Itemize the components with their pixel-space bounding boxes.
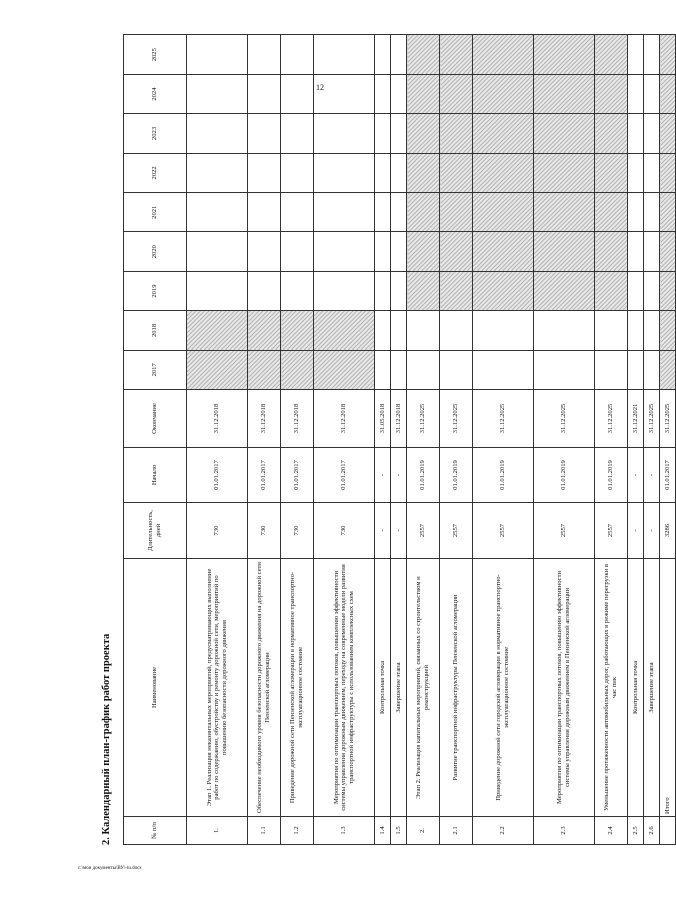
gantt-cell-2020 bbox=[375, 232, 391, 271]
gantt-cell-2022 bbox=[375, 153, 391, 192]
gantt-cell-2024 bbox=[440, 74, 473, 113]
cell-end: 31.12.2025 bbox=[660, 390, 676, 448]
gantt-cell-2022 bbox=[473, 153, 534, 192]
gantt-cell-2020 bbox=[660, 232, 676, 271]
cell-start: 01.01.2019 bbox=[595, 448, 628, 503]
gantt-cell-2019 bbox=[187, 271, 248, 310]
gantt-cell-2025 bbox=[644, 35, 660, 74]
cell-start: 01.01.2019 bbox=[534, 448, 595, 503]
cell-name: Уменьшение протяженности автомобильных дорог, работающих в режиме перегрузки в час пик bbox=[595, 559, 628, 817]
cell-end: 31.12.2025 bbox=[440, 390, 473, 448]
gantt-cell-2017 bbox=[391, 350, 407, 389]
cell-num: 1.5 bbox=[391, 817, 407, 845]
cell-duration: 2557 bbox=[534, 503, 595, 559]
schedule-table bbox=[123, 34, 676, 845]
gantt-cell-2024 bbox=[281, 74, 314, 113]
gantt-cell-2022 bbox=[248, 153, 281, 192]
rotated-page-content bbox=[97, 35, 671, 845]
gantt-cell-2018 bbox=[248, 311, 281, 350]
gantt-cell-2019 bbox=[644, 271, 660, 310]
gantt-cell-2022 bbox=[314, 153, 375, 192]
cell-end: 31.12.2025 bbox=[534, 390, 595, 448]
cell-duration: 2557 bbox=[440, 503, 473, 559]
cell-num: 1.1 bbox=[248, 817, 281, 845]
cell-start: 01.01.2017 bbox=[660, 448, 676, 503]
gantt-cell-2023 bbox=[187, 114, 248, 153]
file-path-footer: c:\мои документы\ВУ\-tu.docx bbox=[78, 866, 142, 871]
cell-end: 31.12.2018 bbox=[314, 390, 375, 448]
gantt-cell-2025 bbox=[595, 35, 628, 74]
gantt-cell-2018 bbox=[391, 311, 407, 350]
gantt-cell-2017 bbox=[660, 350, 676, 389]
gantt-cell-2017 bbox=[473, 350, 534, 389]
table-row bbox=[407, 35, 440, 845]
gantt-cell-2021 bbox=[440, 193, 473, 232]
gantt-cell-2025 bbox=[281, 35, 314, 74]
gantt-cell-2025 bbox=[248, 35, 281, 74]
gantt-cell-2018 bbox=[440, 311, 473, 350]
gantt-cell-2020 bbox=[473, 232, 534, 271]
cell-num: 1.2 bbox=[281, 817, 314, 845]
cell-name: Завершение этапа bbox=[391, 559, 407, 817]
cell-num: 2.5 bbox=[628, 817, 644, 845]
gantt-cell-2024 bbox=[644, 74, 660, 113]
header-year: 2021 bbox=[124, 193, 187, 232]
header-year: 2023 bbox=[124, 114, 187, 153]
cell-end: 31.12.2018 bbox=[391, 390, 407, 448]
gantt-cell-2018 bbox=[187, 311, 248, 350]
gantt-cell-2023 bbox=[644, 114, 660, 153]
gantt-cell-2017 bbox=[440, 350, 473, 389]
cell-start: 01.01.2017 bbox=[314, 448, 375, 503]
cell-num: 2.6 bbox=[644, 817, 660, 845]
gantt-cell-2019 bbox=[595, 271, 628, 310]
cell-duration: 730 bbox=[281, 503, 314, 559]
cell-start: 01.01.2019 bbox=[440, 448, 473, 503]
cell-name: Мероприятия по оптимизации транспортных потоков, повышению эффективности системы управления дорожным движением, переходу на современные модели развития транспортной инфраструктуры с использованием комплексных схем bbox=[314, 559, 375, 817]
cell-name: Развитие транспортной инфраструктуры Пензенской агломерации bbox=[440, 559, 473, 817]
gantt-cell-2018 bbox=[375, 311, 391, 350]
table-row bbox=[391, 35, 407, 845]
gantt-cell-2025 bbox=[187, 35, 248, 74]
cell-num: 1.4 bbox=[375, 817, 391, 845]
gantt-cell-2022 bbox=[187, 153, 248, 192]
gantt-cell-2021 bbox=[314, 193, 375, 232]
gantt-cell-2022 bbox=[440, 153, 473, 192]
gantt-cell-2018 bbox=[644, 311, 660, 350]
gantt-cell-2025 bbox=[391, 35, 407, 74]
gantt-cell-2020 bbox=[314, 232, 375, 271]
gantt-cell-2021 bbox=[595, 193, 628, 232]
gantt-cell-2025 bbox=[440, 35, 473, 74]
gantt-cell-2018 bbox=[534, 311, 595, 350]
gantt-cell-2017 bbox=[375, 350, 391, 389]
gantt-cell-2024 bbox=[248, 74, 281, 113]
gantt-cell-2017 bbox=[248, 350, 281, 389]
gantt-cell-2018 bbox=[407, 311, 440, 350]
cell-name: Обеспечение необходимого уровня безопасности дорожного движения на дорожной сети Пензенской агломерации bbox=[248, 559, 281, 817]
gantt-cell-2020 bbox=[281, 232, 314, 271]
cell-name: Завершение этапа bbox=[644, 559, 660, 817]
cell-start: 01.01.2019 bbox=[407, 448, 440, 503]
cell-start: - bbox=[391, 448, 407, 503]
gantt-cell-2022 bbox=[281, 153, 314, 192]
gantt-cell-2019 bbox=[440, 271, 473, 310]
gantt-cell-2025 bbox=[314, 35, 375, 74]
gantt-cell-2024 bbox=[314, 74, 375, 113]
table-row bbox=[314, 35, 375, 845]
header-end: Окончание bbox=[124, 390, 187, 448]
cell-end: 31.12.2025 bbox=[644, 390, 660, 448]
gantt-cell-2024 bbox=[187, 74, 248, 113]
gantt-cell-2020 bbox=[407, 232, 440, 271]
header-start: Начало bbox=[124, 448, 187, 503]
header-year: 2018 bbox=[124, 311, 187, 350]
gantt-cell-2021 bbox=[187, 193, 248, 232]
cell-num bbox=[660, 817, 676, 845]
gantt-cell-2023 bbox=[473, 114, 534, 153]
gantt-cell-2018 bbox=[628, 311, 644, 350]
cell-duration: 730 bbox=[187, 503, 248, 559]
gantt-cell-2025 bbox=[473, 35, 534, 74]
cell-end: 31.05.2018 bbox=[375, 390, 391, 448]
gantt-cell-2018 bbox=[660, 311, 676, 350]
gantt-cell-2022 bbox=[595, 153, 628, 192]
gantt-cell-2025 bbox=[375, 35, 391, 74]
gantt-cell-2020 bbox=[595, 232, 628, 271]
cell-name: Итого bbox=[660, 559, 676, 817]
cell-duration: 2557 bbox=[473, 503, 534, 559]
table-row bbox=[660, 35, 676, 845]
cell-num: 2.3 bbox=[534, 817, 595, 845]
table-body bbox=[187, 35, 676, 845]
gantt-cell-2019 bbox=[314, 271, 375, 310]
gantt-cell-2018 bbox=[281, 311, 314, 350]
gantt-cell-2025 bbox=[534, 35, 595, 74]
cell-start: - bbox=[375, 448, 391, 503]
gantt-cell-2020 bbox=[248, 232, 281, 271]
gantt-cell-2021 bbox=[644, 193, 660, 232]
gantt-cell-2024 bbox=[660, 74, 676, 113]
cell-end: 31.12.2025 bbox=[473, 390, 534, 448]
gantt-cell-2020 bbox=[391, 232, 407, 271]
gantt-cell-2018 bbox=[473, 311, 534, 350]
cell-duration: 730 bbox=[248, 503, 281, 559]
table-header-row bbox=[124, 35, 187, 845]
cell-duration: 2557 bbox=[407, 503, 440, 559]
gantt-cell-2021 bbox=[248, 193, 281, 232]
cell-duration: - bbox=[375, 503, 391, 559]
cell-name: Контрольная точка bbox=[628, 559, 644, 817]
gantt-cell-2024 bbox=[595, 74, 628, 113]
gantt-cell-2018 bbox=[595, 311, 628, 350]
gantt-cell-2017 bbox=[628, 350, 644, 389]
gantt-cell-2021 bbox=[407, 193, 440, 232]
gantt-cell-2019 bbox=[534, 271, 595, 310]
gantt-cell-2021 bbox=[660, 193, 676, 232]
table-row bbox=[644, 35, 660, 845]
cell-start: 01.01.2017 bbox=[248, 448, 281, 503]
gantt-cell-2021 bbox=[628, 193, 644, 232]
cell-start: 01.01.2019 bbox=[473, 448, 534, 503]
cell-name: Этап 1. Реализация неказинтальных мероприятий, предусматривающих выполнение работ по содержанию, обустройству и ремонту дорожной сети, мероприятий по повышению безопасности дорожного движения bbox=[187, 559, 248, 817]
gantt-cell-2024 bbox=[407, 74, 440, 113]
table-row bbox=[473, 35, 534, 845]
gantt-cell-2019 bbox=[391, 271, 407, 310]
cell-duration: - bbox=[391, 503, 407, 559]
cell-end: 31.12.2018 bbox=[248, 390, 281, 448]
gantt-cell-2019 bbox=[281, 271, 314, 310]
gantt-cell-2019 bbox=[407, 271, 440, 310]
gantt-cell-2020 bbox=[440, 232, 473, 271]
cell-num: 2.4 bbox=[595, 817, 628, 845]
gantt-cell-2023 bbox=[534, 114, 595, 153]
gantt-cell-2023 bbox=[281, 114, 314, 153]
table-row bbox=[595, 35, 628, 845]
cell-num: 1.3 bbox=[314, 817, 375, 845]
gantt-cell-2020 bbox=[187, 232, 248, 271]
cell-duration: 2557 bbox=[595, 503, 628, 559]
gantt-cell-2017 bbox=[314, 350, 375, 389]
page-number: 12 bbox=[316, 83, 324, 92]
gantt-cell-2017 bbox=[187, 350, 248, 389]
cell-end: 31.12.2018 bbox=[187, 390, 248, 448]
gantt-cell-2025 bbox=[407, 35, 440, 74]
cell-start: - bbox=[644, 448, 660, 503]
gantt-cell-2024 bbox=[628, 74, 644, 113]
gantt-cell-2020 bbox=[534, 232, 595, 271]
gantt-cell-2019 bbox=[660, 271, 676, 310]
gantt-cell-2021 bbox=[391, 193, 407, 232]
gantt-cell-2022 bbox=[628, 153, 644, 192]
header-year: 2019 bbox=[124, 271, 187, 310]
table-row bbox=[248, 35, 281, 845]
gantt-cell-2024 bbox=[473, 74, 534, 113]
cell-end: 31.12.2025 bbox=[595, 390, 628, 448]
table-row bbox=[281, 35, 314, 845]
cell-name: Мероприятия по оптимизации транспортных потоков, повышению эффективности системы управления дорожным движением в Пензенской агломерации bbox=[534, 559, 595, 817]
cell-duration: - bbox=[628, 503, 644, 559]
gantt-cell-2023 bbox=[391, 114, 407, 153]
header-num: № п/п bbox=[124, 817, 187, 845]
cell-name: Этап 2. Реализация капитальных мероприятий, связанных со строительством и реконструкцией bbox=[407, 559, 440, 817]
cell-num: 2.2 bbox=[473, 817, 534, 845]
gantt-cell-2022 bbox=[407, 153, 440, 192]
gantt-cell-2020 bbox=[628, 232, 644, 271]
gantt-cell-2025 bbox=[660, 35, 676, 74]
cell-num: 1. bbox=[187, 817, 248, 845]
gantt-cell-2017 bbox=[407, 350, 440, 389]
gantt-cell-2017 bbox=[595, 350, 628, 389]
gantt-cell-2020 bbox=[644, 232, 660, 271]
gantt-cell-2024 bbox=[534, 74, 595, 113]
gantt-cell-2021 bbox=[375, 193, 391, 232]
header-year: 2020 bbox=[124, 232, 187, 271]
header-year: 2022 bbox=[124, 153, 187, 192]
gantt-cell-2023 bbox=[375, 114, 391, 153]
gantt-cell-2017 bbox=[534, 350, 595, 389]
gantt-cell-2021 bbox=[534, 193, 595, 232]
cell-end: 31.12.2025 bbox=[407, 390, 440, 448]
cell-duration: 3286 bbox=[660, 503, 676, 559]
gantt-cell-2023 bbox=[440, 114, 473, 153]
gantt-cell-2021 bbox=[281, 193, 314, 232]
gantt-cell-2023 bbox=[314, 114, 375, 153]
cell-start: 01.01.2017 bbox=[281, 448, 314, 503]
gantt-cell-2022 bbox=[534, 153, 595, 192]
cell-duration: - bbox=[644, 503, 660, 559]
gantt-cell-2024 bbox=[375, 74, 391, 113]
table-row bbox=[375, 35, 391, 845]
gantt-cell-2023 bbox=[595, 114, 628, 153]
gantt-cell-2019 bbox=[473, 271, 534, 310]
header-year: 2017 bbox=[124, 350, 187, 389]
gantt-cell-2023 bbox=[248, 114, 281, 153]
cell-num: 2.1 bbox=[440, 817, 473, 845]
cell-end: 31.12.2018 bbox=[281, 390, 314, 448]
gantt-cell-2022 bbox=[391, 153, 407, 192]
gantt-cell-2019 bbox=[248, 271, 281, 310]
table-row bbox=[187, 35, 248, 845]
cell-name: Контрольная точка bbox=[375, 559, 391, 817]
gantt-cell-2018 bbox=[314, 311, 375, 350]
section-title: 2. Календарный план-график работ проекта bbox=[101, 633, 112, 845]
table-row bbox=[440, 35, 473, 845]
gantt-cell-2023 bbox=[407, 114, 440, 153]
gantt-cell-2024 bbox=[391, 74, 407, 113]
cell-name: Приведение дорожной сети городской агломерации в нормативное транспортно-эксплуатационное состояние bbox=[473, 559, 534, 817]
cell-num: 2. bbox=[407, 817, 440, 845]
gantt-cell-2017 bbox=[644, 350, 660, 389]
header-duration: Длительность, дней bbox=[124, 503, 187, 559]
cell-name: Приведение дорожной сети Пензенской агломерации в нормативное транспортно-эксплуатационное состояние bbox=[281, 559, 314, 817]
gantt-cell-2023 bbox=[628, 114, 644, 153]
table-row bbox=[628, 35, 644, 845]
gantt-cell-2019 bbox=[628, 271, 644, 310]
header-year: 2025 bbox=[124, 35, 187, 74]
cell-end: 31.12.2021 bbox=[628, 390, 644, 448]
gantt-cell-2019 bbox=[375, 271, 391, 310]
gantt-cell-2023 bbox=[660, 114, 676, 153]
table-row bbox=[534, 35, 595, 845]
gantt-cell-2022 bbox=[644, 153, 660, 192]
header-year: 2024 bbox=[124, 74, 187, 113]
header-name: Наименование bbox=[124, 559, 187, 817]
gantt-cell-2017 bbox=[281, 350, 314, 389]
gantt-cell-2025 bbox=[628, 35, 644, 74]
cell-start: 01.01.2017 bbox=[187, 448, 248, 503]
gantt-cell-2021 bbox=[473, 193, 534, 232]
gantt-cell-2022 bbox=[660, 153, 676, 192]
cell-start: - bbox=[628, 448, 644, 503]
cell-duration: 730 bbox=[314, 503, 375, 559]
